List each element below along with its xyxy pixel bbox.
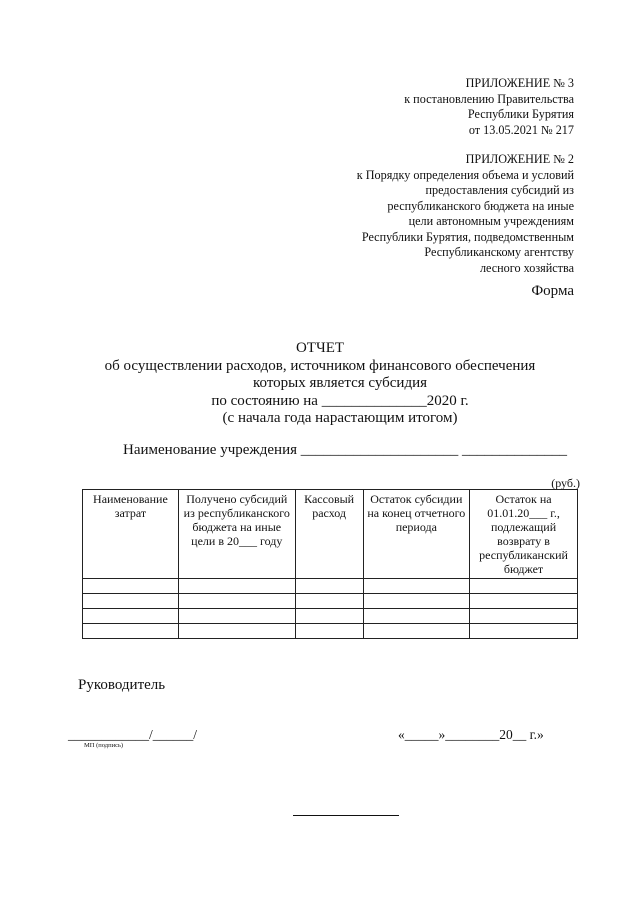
report-period-note: (с начала года нарастающим итогом) [222, 410, 458, 426]
report-date-line: по состоянию на ______________2020 г. [211, 392, 469, 409]
appendix-2-header: ПРИЛОЖЕНИЕ № 2 к Порядку определения объема и условий предоставления субсидий из республиканского бюджета на иные цели автономным учреждениям Республики Бурятия, подведомственным Республиканскому агентству лесного хозяйства [356, 152, 574, 275]
table-cell [363, 624, 470, 639]
appendix-3-header: ПРИЛОЖЕНИЕ № 3 к постановлению Правительства Республики Бурятия от 13.05.2021 № 217 [404, 76, 574, 137]
table-row [83, 624, 578, 639]
report-subtitle-line-1: об осуществлении расходов, источником финансового обеспечения [104, 357, 536, 374]
table-cell [363, 609, 470, 624]
footer-divider [293, 815, 399, 816]
manager-label: Руководитель [78, 677, 166, 693]
form-label: Форма [531, 283, 574, 299]
column-header-balance-to-return: Остаток на 01.01.20___ г., подлежащий возврату в республиканский бюджет [470, 490, 578, 579]
table-cell [178, 609, 295, 624]
table-cell [83, 579, 179, 594]
table-row [83, 579, 578, 594]
table-cell [295, 609, 363, 624]
table-cell [178, 579, 295, 594]
table-cell [83, 594, 179, 609]
column-header-cash-expense: Кассовый расход [295, 490, 363, 579]
table-header-row [83, 490, 578, 579]
table-cell [83, 609, 179, 624]
table-cell [295, 579, 363, 594]
report-subtitle-line-2: которых является субсидия [252, 375, 428, 391]
institution-name-field: Наименование учреждения _____________________ ______________ [123, 442, 568, 458]
table-cell [178, 594, 295, 609]
table-cell [295, 624, 363, 639]
table-cell [363, 579, 470, 594]
column-header-subsidy-received: Получено субсидий из республиканского бюджета на иные цели в 20___ году [178, 490, 295, 579]
date-field: «_____»________20__ г.» [398, 727, 544, 742]
table-cell [470, 594, 578, 609]
table-cell [363, 594, 470, 609]
table-cell [295, 594, 363, 609]
report-title-block [0, 340, 640, 428]
column-header-remaining-balance: Остаток субсидии на конец отчетного периода [363, 490, 470, 579]
report-title: ОТЧЕТ [295, 340, 345, 356]
table-row [83, 609, 578, 624]
table-cell [470, 579, 578, 594]
table-cell [178, 624, 295, 639]
table-cell [83, 624, 179, 639]
currency-note: (руб.) [551, 476, 580, 490]
table-cell [470, 624, 578, 639]
signature-hint: МП (подпись) [84, 742, 124, 749]
signature-line: ____________/______/ [68, 727, 198, 742]
table-row [83, 594, 578, 609]
column-header-expense-name: Наименование затрат [83, 490, 179, 579]
table-cell [470, 609, 578, 624]
report-table [82, 489, 578, 639]
